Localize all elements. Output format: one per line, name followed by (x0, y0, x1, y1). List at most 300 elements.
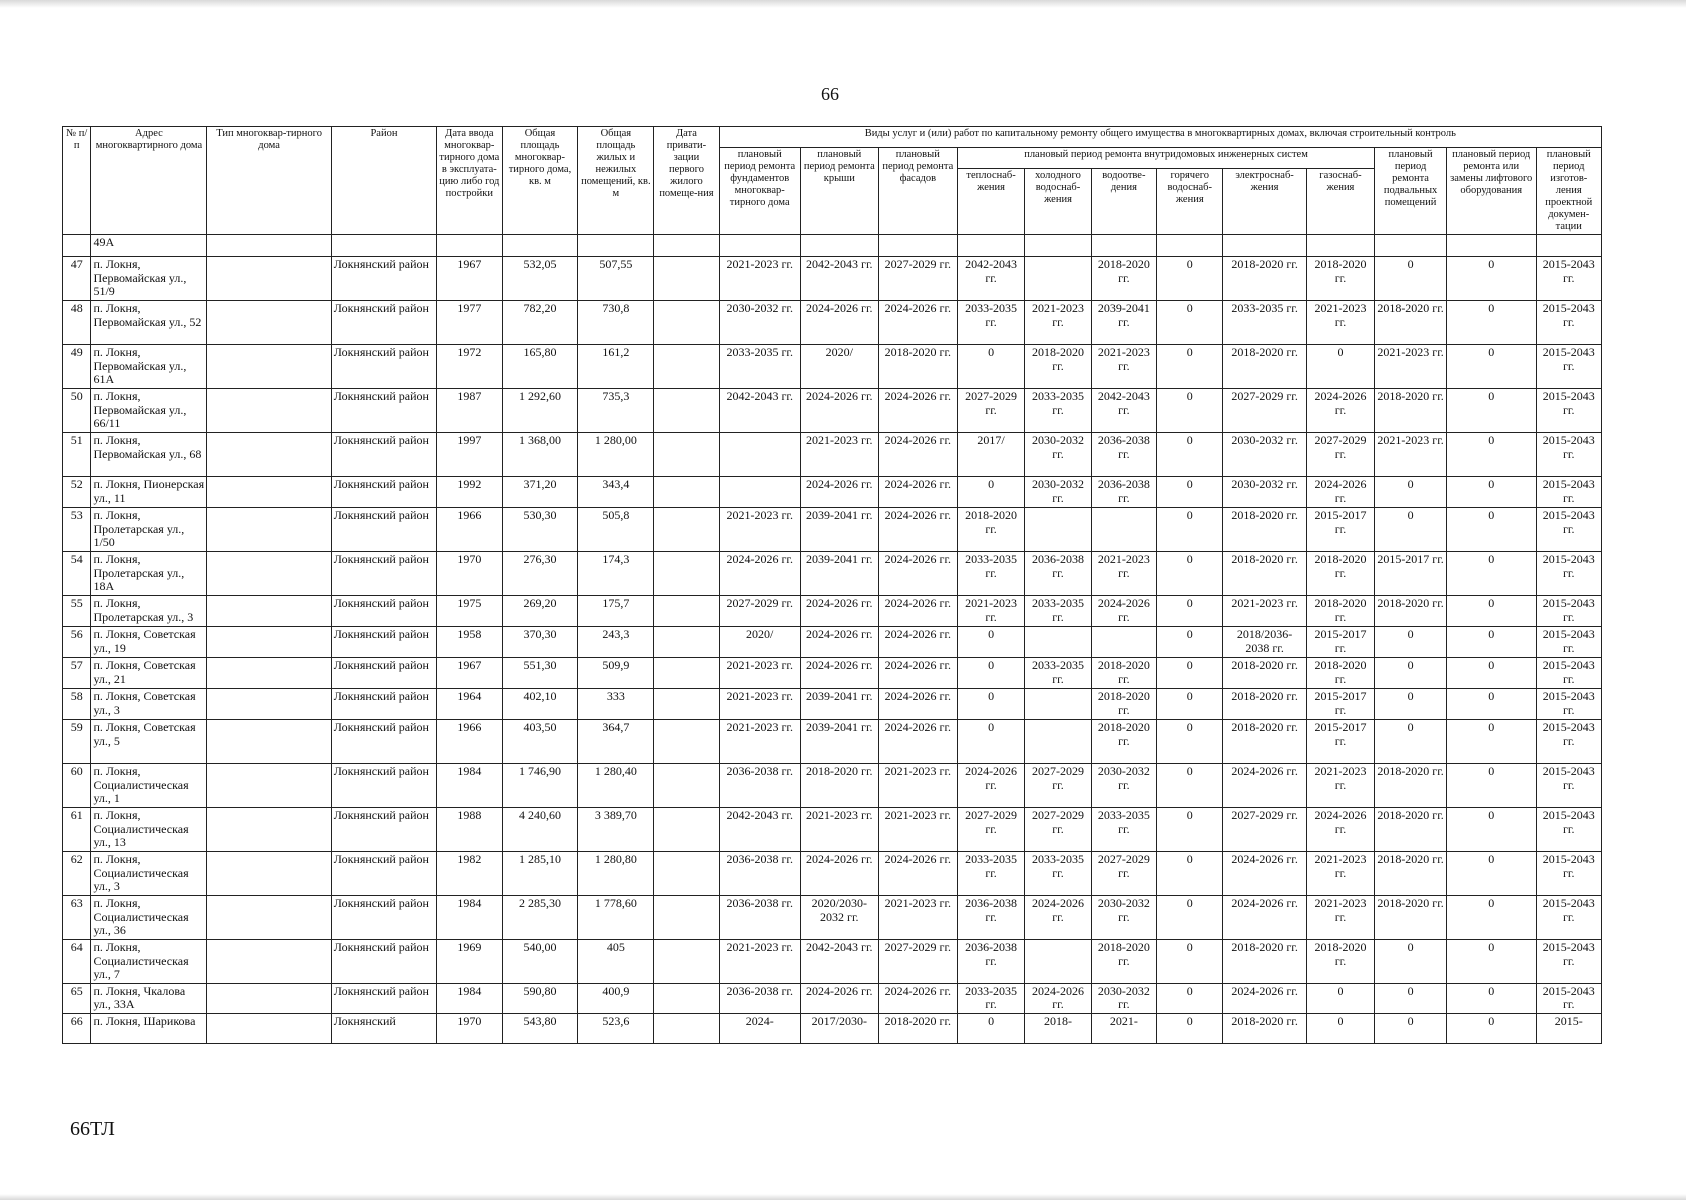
year-cell: 1970 (437, 552, 502, 596)
foundation-cell (719, 477, 800, 508)
type-cell (207, 983, 331, 1013)
electric-cell: 2030-2032 гг. (1223, 477, 1306, 508)
hot-water-cell: 0 (1157, 689, 1223, 720)
electric-cell: 2027-2029 гг. (1223, 808, 1306, 852)
roof-cell: 2018-2020 гг. (800, 764, 878, 808)
living-area-cell: 1 280,00 (578, 433, 654, 477)
elevator-cell: 0 (1446, 596, 1536, 627)
gas-cell: 2018-2020 гг. (1306, 552, 1375, 596)
elevator-cell: 0 (1446, 627, 1536, 658)
type-cell (207, 940, 331, 984)
gas-cell: 2018-2020 гг. (1306, 658, 1375, 689)
total-area-cell: 551,30 (502, 658, 578, 689)
hot-water-cell: 0 (1157, 596, 1223, 627)
heat-cell: 2017/ (957, 433, 1024, 477)
design-cell: 2015-2043 гг. (1536, 808, 1602, 852)
facade-cell: 2024-2026 гг. (878, 852, 957, 896)
hot-water-cell (1157, 235, 1223, 257)
drainage-cell: 2018-2020 гг. (1091, 940, 1156, 984)
facade-cell: 2024-2026 гг. (878, 508, 957, 552)
hot-water-cell: 0 (1157, 627, 1223, 658)
electric-cell: 2024-2026 гг. (1223, 852, 1306, 896)
basement-cell: 0 (1375, 983, 1447, 1013)
facade-cell: 2018-2020 гг. (878, 345, 957, 389)
gas-cell: 2024-2026 гг. (1306, 477, 1375, 508)
district-cell: Локнянский район (331, 808, 436, 852)
electric-cell: 2018/2036-2038 гг. (1223, 627, 1306, 658)
facade-cell: 2018-2020 гг. (878, 1013, 957, 1043)
design-cell: 2015-2043 гг. (1536, 720, 1602, 764)
cold-water-cell (1025, 940, 1091, 984)
electric-cell: 2018-2020 гг. (1223, 940, 1306, 984)
table-row (63, 345, 1602, 389)
facade-cell: 2027-2029 гг. (878, 257, 957, 301)
heat-cell: 2027-2029 гг. (957, 808, 1024, 852)
row-number: 59 (63, 720, 91, 764)
total-area-cell: 540,00 (502, 940, 578, 984)
electric-cell (1223, 235, 1306, 257)
elevator-cell: 0 (1446, 852, 1536, 896)
foundation-cell (719, 235, 800, 257)
heat-cell: 2033-2035 гг. (957, 983, 1024, 1013)
living-area-cell: 507,55 (578, 257, 654, 301)
district-cell (331, 235, 436, 257)
header-elevator: плановый период ремонта или замены лифтового оборудования (1446, 148, 1536, 235)
hot-water-cell: 0 (1157, 433, 1223, 477)
basement-cell: 0 (1375, 508, 1447, 552)
heat-cell: 0 (957, 1013, 1024, 1043)
basement-cell: 0 (1375, 689, 1447, 720)
address-cell: п. Локня, Пролетарская ул., 3 (91, 596, 207, 627)
drainage-cell: 2042-2043 гг. (1091, 389, 1156, 433)
cold-water-cell: 2021-2023 гг. (1025, 301, 1091, 345)
foundation-cell: 2021-2023 гг. (719, 508, 800, 552)
living-area-cell: 1 778,60 (578, 896, 654, 940)
basement-cell (1375, 235, 1447, 257)
gas-cell: 2024-2026 гг. (1306, 389, 1375, 433)
elevator-cell: 0 (1446, 896, 1536, 940)
year-cell: 1984 (437, 896, 502, 940)
living-area-cell: 364,7 (578, 720, 654, 764)
elevator-cell (1446, 235, 1536, 257)
scan-edge-bottom (0, 1194, 1686, 1200)
table-row (63, 852, 1602, 896)
basement-cell: 0 (1375, 477, 1447, 508)
year-cell: 1966 (437, 508, 502, 552)
cold-water-cell: 2033-2035 гг. (1025, 852, 1091, 896)
roof-cell: 2039-2041 гг. (800, 689, 878, 720)
cold-water-cell (1025, 720, 1091, 764)
gas-cell: 2015-2017 гг. (1306, 689, 1375, 720)
electric-cell: 2018-2020 гг. (1223, 552, 1306, 596)
year-cell: 1970 (437, 1013, 502, 1043)
hot-water-cell: 0 (1157, 764, 1223, 808)
cold-water-cell: 2027-2029 гг. (1025, 808, 1091, 852)
facade-cell: 2024-2026 гг. (878, 301, 957, 345)
hot-water-cell: 0 (1157, 257, 1223, 301)
design-cell: 2015-2043 гг. (1536, 257, 1602, 301)
foundation-cell (719, 433, 800, 477)
cold-water-cell: 2033-2035 гг. (1025, 389, 1091, 433)
total-area-cell: 269,20 (502, 596, 578, 627)
facade-cell: 2021-2023 гг. (878, 764, 957, 808)
type-cell (207, 301, 331, 345)
cold-water-cell (1025, 257, 1091, 301)
foundation-cell: 2020/ (719, 627, 800, 658)
heat-cell: 2036-2038 гг. (957, 896, 1024, 940)
electric-cell: 2024-2026 гг. (1223, 983, 1306, 1013)
district-cell: Локнянский район (331, 720, 436, 764)
district-cell: Локнянский (331, 1013, 436, 1043)
gas-cell: 2021-2023 гг. (1306, 764, 1375, 808)
header-cold-water: холодного водоснаб-жения (1025, 169, 1091, 235)
hot-water-cell: 0 (1157, 896, 1223, 940)
header-basement: плановый период ремонта подвальных помещений (1375, 148, 1447, 235)
drainage-cell: 2018-2020 гг. (1091, 257, 1156, 301)
header-design: плановый период изготов-ления проектной докумен-тации (1536, 148, 1602, 235)
roof-cell: 2024-2026 гг. (800, 389, 878, 433)
gas-cell: 2018-2020 гг. (1306, 940, 1375, 984)
year-cell: 1967 (437, 257, 502, 301)
cold-water-cell: 2018- (1025, 1013, 1091, 1043)
row-number: 62 (63, 852, 91, 896)
drainage-cell (1091, 235, 1156, 257)
basement-cell: 2021-2023 гг. (1375, 345, 1447, 389)
basement-cell: 2015-2017 гг. (1375, 552, 1447, 596)
gas-cell: 2024-2026 гг. (1306, 808, 1375, 852)
address-cell: п. Локня, Советская ул., 19 (91, 627, 207, 658)
elevator-cell: 0 (1446, 552, 1536, 596)
row-number: 47 (63, 257, 91, 301)
housing-repair-table (62, 126, 1602, 1044)
cold-water-cell: 2030-2032 гг. (1025, 433, 1091, 477)
year-cell: 1997 (437, 433, 502, 477)
privatization-cell (654, 235, 719, 257)
district-cell: Локнянский район (331, 983, 436, 1013)
total-area-cell: 403,50 (502, 720, 578, 764)
cold-water-cell (1025, 235, 1091, 257)
privatization-cell (654, 301, 719, 345)
header-num: № п/п (63, 127, 91, 235)
header-privatization: Дата привати-зации первого жилого помеще-ния (654, 127, 719, 235)
row-number: 60 (63, 764, 91, 808)
total-area-cell: 782,20 (502, 301, 578, 345)
address-cell: п. Локня, Первомайская ул., 51/9 (91, 257, 207, 301)
foundation-cell: 2036-2038 гг. (719, 764, 800, 808)
privatization-cell (654, 940, 719, 984)
living-area-cell (578, 235, 654, 257)
electric-cell: 2018-2020 гг. (1223, 257, 1306, 301)
roof-cell: 2017/2030- (800, 1013, 878, 1043)
header-works-group: Виды услуг и (или) работ по капитальному ремонту общего имущества в многоквартирных домах, включая строительный контроль (719, 127, 1601, 148)
district-cell: Локнянский район (331, 852, 436, 896)
year-cell: 1958 (437, 627, 502, 658)
privatization-cell (654, 433, 719, 477)
heat-cell: 2036-2038 гг. (957, 940, 1024, 984)
facade-cell: 2021-2023 гг. (878, 808, 957, 852)
address-cell: п. Локня, Первомайская ул., 61А (91, 345, 207, 389)
hot-water-cell: 0 (1157, 808, 1223, 852)
facade-cell (878, 235, 957, 257)
elevator-cell: 0 (1446, 808, 1536, 852)
header-address: Адрес многоквартирного дома (91, 127, 207, 235)
living-area-cell: 1 280,40 (578, 764, 654, 808)
drainage-cell: 2021- (1091, 1013, 1156, 1043)
basement-cell: 0 (1375, 1013, 1447, 1043)
row-number: 64 (63, 940, 91, 984)
table-row (63, 983, 1602, 1013)
basement-cell: 2018-2020 гг. (1375, 808, 1447, 852)
foundation-cell: 2021-2023 гг. (719, 658, 800, 689)
address-cell: п. Локня, Первомайская ул., 66/11 (91, 389, 207, 433)
facade-cell: 2024-2026 гг. (878, 389, 957, 433)
design-cell: 2015-2043 гг. (1536, 764, 1602, 808)
design-cell: 2015-2043 гг. (1536, 658, 1602, 689)
type-cell (207, 477, 331, 508)
roof-cell: 2039-2041 гг. (800, 720, 878, 764)
district-cell: Локнянский район (331, 689, 436, 720)
hot-water-cell: 0 (1157, 552, 1223, 596)
hot-water-cell: 0 (1157, 852, 1223, 896)
privatization-cell (654, 983, 719, 1013)
district-cell: Локнянский район (331, 764, 436, 808)
drainage-cell: 2036-2038 гг. (1091, 433, 1156, 477)
drainage-cell: 2027-2029 гг. (1091, 852, 1156, 896)
gas-cell: 2021-2023 гг. (1306, 852, 1375, 896)
living-area-cell: 505,8 (578, 508, 654, 552)
type-cell (207, 627, 331, 658)
year-cell: 1984 (437, 764, 502, 808)
row-number: 61 (63, 808, 91, 852)
elevator-cell: 0 (1446, 345, 1536, 389)
living-area-cell: 509,9 (578, 658, 654, 689)
table-row (63, 720, 1602, 764)
design-cell: 2015-2043 гг. (1536, 896, 1602, 940)
gas-cell: 2027-2029 гг. (1306, 433, 1375, 477)
living-area-cell: 523,6 (578, 1013, 654, 1043)
type-cell (207, 764, 331, 808)
privatization-cell (654, 477, 719, 508)
cold-water-cell: 2036-2038 гг. (1025, 552, 1091, 596)
cold-water-cell: 2033-2035 гг. (1025, 658, 1091, 689)
table-row (63, 257, 1602, 301)
cold-water-cell (1025, 627, 1091, 658)
address-cell: п. Локня, Социалистическая ул., 36 (91, 896, 207, 940)
table-row (63, 235, 1602, 257)
total-area-cell: 590,80 (502, 983, 578, 1013)
address-cell: п. Локня, Социалистическая ул., 7 (91, 940, 207, 984)
year-cell: 1984 (437, 983, 502, 1013)
page-number: 66 (821, 84, 839, 104)
drainage-cell: 2018-2020 гг. (1091, 658, 1156, 689)
address-cell: 49А (91, 235, 207, 257)
design-cell: 2015-2043 гг. (1536, 983, 1602, 1013)
gas-cell: 2021-2023 гг. (1306, 896, 1375, 940)
electric-cell: 2018-2020 гг. (1223, 1013, 1306, 1043)
gas-cell: 0 (1306, 345, 1375, 389)
facade-cell: 2021-2023 гг. (878, 896, 957, 940)
total-area-cell: 2 285,30 (502, 896, 578, 940)
hot-water-cell: 0 (1157, 389, 1223, 433)
type-cell (207, 896, 331, 940)
address-cell: п. Локня, Советская ул., 3 (91, 689, 207, 720)
foundation-cell: 2024- (719, 1013, 800, 1043)
heat-cell (957, 235, 1024, 257)
header-drainage: водоотве-дения (1091, 169, 1156, 235)
foundation-cell: 2024-2026 гг. (719, 552, 800, 596)
foundation-cell: 2042-2043 гг. (719, 389, 800, 433)
living-area-cell: 405 (578, 940, 654, 984)
header-district: Район (331, 127, 436, 235)
row-number: 50 (63, 389, 91, 433)
header-total-area: Общая площадь многоквар-тирного дома, кв. м (502, 127, 578, 235)
roof-cell: 2042-2043 гг. (800, 940, 878, 984)
privatization-cell (654, 345, 719, 389)
electric-cell: 2024-2026 гг. (1223, 896, 1306, 940)
facade-cell: 2024-2026 гг. (878, 596, 957, 627)
heat-cell: 2018-2020 гг. (957, 508, 1024, 552)
roof-cell: 2024-2026 гг. (800, 852, 878, 896)
header-electric: электроснаб-жения (1223, 169, 1306, 235)
header-living-area: Общая площадь жилых и нежилых помещений, кв. м (578, 127, 654, 235)
hot-water-cell: 0 (1157, 508, 1223, 552)
table-body (63, 235, 1602, 1044)
drainage-cell: 2030-2032 гг. (1091, 764, 1156, 808)
design-cell: 2015-2043 гг. (1536, 689, 1602, 720)
elevator-cell: 0 (1446, 389, 1536, 433)
hot-water-cell: 0 (1157, 983, 1223, 1013)
district-cell: Локнянский район (331, 508, 436, 552)
table-row (63, 301, 1602, 345)
basement-cell: 2018-2020 гг. (1375, 896, 1447, 940)
row-number: 57 (63, 658, 91, 689)
type-cell (207, 852, 331, 896)
hot-water-cell: 0 (1157, 1013, 1223, 1043)
electric-cell: 2018-2020 гг. (1223, 658, 1306, 689)
district-cell: Локнянский район (331, 257, 436, 301)
roof-cell: 2024-2026 гг. (800, 301, 878, 345)
address-cell: п. Локня, Первомайская ул., 68 (91, 433, 207, 477)
electric-cell: 2018-2020 гг. (1223, 508, 1306, 552)
row-number: 58 (63, 689, 91, 720)
roof-cell: 2020/ (800, 345, 878, 389)
heat-cell: 0 (957, 720, 1024, 764)
elevator-cell: 0 (1446, 983, 1536, 1013)
table-row (63, 1013, 1602, 1043)
electric-cell: 2018-2020 гг. (1223, 720, 1306, 764)
design-cell: 2015-2043 гг. (1536, 596, 1602, 627)
row-number: 48 (63, 301, 91, 345)
living-area-cell: 333 (578, 689, 654, 720)
total-area-cell: 1 292,60 (502, 389, 578, 433)
elevator-cell: 0 (1446, 658, 1536, 689)
living-area-cell: 174,3 (578, 552, 654, 596)
year-cell: 1987 (437, 389, 502, 433)
roof-cell (800, 235, 878, 257)
district-cell: Локнянский район (331, 627, 436, 658)
basement-cell: 2018-2020 гг. (1375, 301, 1447, 345)
foundation-cell: 2036-2038 гг. (719, 896, 800, 940)
living-area-cell: 730,8 (578, 301, 654, 345)
basement-cell: 0 (1375, 940, 1447, 984)
design-cell: 2015-2043 гг. (1536, 852, 1602, 896)
scan-edge-top (0, 0, 1686, 8)
design-cell: 2015-2043 гг. (1536, 508, 1602, 552)
district-cell: Локнянский район (331, 433, 436, 477)
table-row (63, 940, 1602, 984)
heat-cell: 2033-2035 гг. (957, 852, 1024, 896)
basement-cell: 2018-2020 гг. (1375, 852, 1447, 896)
elevator-cell: 0 (1446, 1013, 1536, 1043)
gas-cell: 2015-2017 гг. (1306, 720, 1375, 764)
total-area-cell: 1 746,90 (502, 764, 578, 808)
year-cell: 1964 (437, 689, 502, 720)
drainage-cell: 2021-2023 гг. (1091, 552, 1156, 596)
gas-cell: 2015-2017 гг. (1306, 508, 1375, 552)
hot-water-cell: 0 (1157, 477, 1223, 508)
electric-cell: 2030-2032 гг. (1223, 433, 1306, 477)
foundation-cell: 2042-2043 гг. (719, 808, 800, 852)
elevator-cell: 0 (1446, 508, 1536, 552)
address-cell: п. Локня, Чкалова ул., 33А (91, 983, 207, 1013)
header-year: Дата ввода многоквар-тирного дома в эксплуата-цию либо год постройки (437, 127, 502, 235)
hot-water-cell: 0 (1157, 301, 1223, 345)
facade-cell: 2027-2029 гг. (878, 940, 957, 984)
heat-cell: 2024-2026 гг. (957, 764, 1024, 808)
basement-cell: 2018-2020 гг. (1375, 596, 1447, 627)
cold-water-cell: 2027-2029 гг. (1025, 764, 1091, 808)
total-area-cell: 1 368,00 (502, 433, 578, 477)
drainage-cell (1091, 508, 1156, 552)
electric-cell: 2018-2020 гг. (1223, 345, 1306, 389)
address-cell: п. Локня, Советская ул., 5 (91, 720, 207, 764)
drainage-cell: 2036-2038 гг. (1091, 477, 1156, 508)
basement-cell: 0 (1375, 720, 1447, 764)
cold-water-cell: 2024-2026 гг. (1025, 896, 1091, 940)
design-cell: 2015- (1536, 1013, 1602, 1043)
privatization-cell (654, 508, 719, 552)
design-cell: 2015-2043 гг. (1536, 345, 1602, 389)
table-row (63, 896, 1602, 940)
header-gas: газоснаб-жения (1306, 169, 1375, 235)
privatization-cell (654, 627, 719, 658)
type-cell (207, 433, 331, 477)
roof-cell: 2024-2026 гг. (800, 983, 878, 1013)
design-cell: 2015-2043 гг. (1536, 552, 1602, 596)
hot-water-cell: 0 (1157, 940, 1223, 984)
foundation-cell: 2036-2038 гг. (719, 983, 800, 1013)
roof-cell: 2024-2026 гг. (800, 596, 878, 627)
drainage-cell: 2018-2020 гг. (1091, 720, 1156, 764)
type-cell (207, 720, 331, 764)
basement-cell: 2018-2020 гг. (1375, 389, 1447, 433)
type-cell (207, 552, 331, 596)
address-cell: п. Локня, Социалистическая ул., 13 (91, 808, 207, 852)
foundation-cell: 2021-2023 гг. (719, 720, 800, 764)
header-foundation: плановый период ремонта фундаментов многоквар-тирного дома (719, 148, 800, 235)
row-number: 53 (63, 508, 91, 552)
elevator-cell: 0 (1446, 301, 1536, 345)
electric-cell: 2033-2035 гг. (1223, 301, 1306, 345)
living-area-cell: 1 280,80 (578, 852, 654, 896)
privatization-cell (654, 552, 719, 596)
gas-cell (1306, 235, 1375, 257)
elevator-cell: 0 (1446, 940, 1536, 984)
type-cell (207, 658, 331, 689)
district-cell: Локнянский район (331, 345, 436, 389)
facade-cell: 2024-2026 гг. (878, 477, 957, 508)
type-cell (207, 808, 331, 852)
